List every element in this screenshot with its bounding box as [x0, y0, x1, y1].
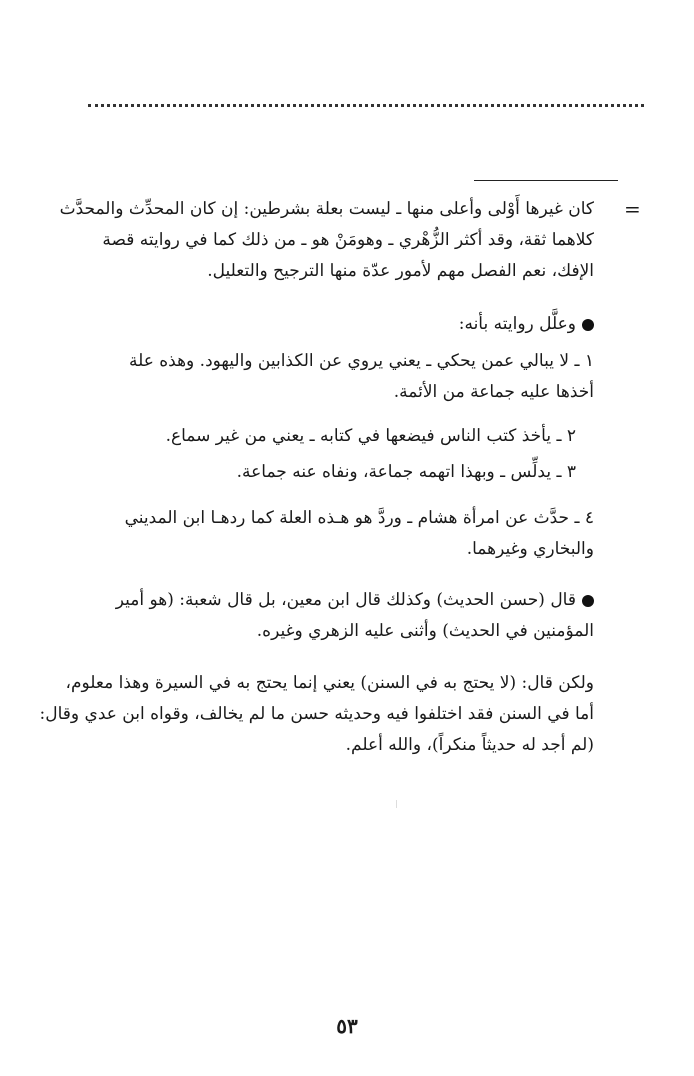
footnote-line: كان غيرها أَوْلى وأعلى منها ـ ليست بعلة بشرطين: إن كان المحدِّث والمحدَّث: [59, 199, 594, 219]
bullet-icon: [582, 319, 594, 331]
paragraph-line: (لم أجد له حديثاً منكراً)، والله أعلم.: [345, 735, 594, 755]
footnote-line: كلاهما ثقة، وقد أكثر الزُّهْري ـ وهومَنْ هو ـ من ذلك كما في روايته قصة: [102, 230, 594, 250]
closing-paragraph: [39, 668, 594, 761]
list-item-line: أخذها عليه جماعة من الأئمة.: [393, 382, 594, 402]
list-item: [88, 457, 594, 488]
page-number: ٥٣: [336, 1014, 358, 1038]
list-item-line: ١ ـ لا يبالي عمن يحكي ـ يعني يروي عن الكذابين واليهود. وهذه علة: [128, 351, 594, 371]
paragraph-line: أما في السنن فقد اختلفوا فيه وحديثه حسن ما لم يخالف، وقواه ابن عدي وقال:: [39, 704, 594, 724]
shuba-paragraph: [88, 585, 594, 647]
list-item-line: ٤ ـ حدَّث عن امرأة هشام ـ وردَّ هو هـذه العلة كما ردهـا ابن المديني: [124, 508, 594, 528]
footnote-continuation: [59, 194, 594, 287]
paragraph-line: المؤمنين في الحديث) وأثنى عليه الزهري وغيره.: [256, 621, 594, 641]
section-intro-text: وعلَّل روايته بأنه:: [458, 314, 576, 334]
scan-artifact: [396, 800, 397, 808]
footnote-continuation-marker: =: [624, 197, 641, 221]
dotted-separator: [88, 104, 644, 117]
footnote-rule: [474, 180, 618, 181]
list-item-line: ٣ ـ يدلِّس ـ وبهذا اتهمه جماعة، ونفاه عنه جماعة.: [236, 462, 576, 482]
list-item-line: والبخاري وغيرهما.: [466, 539, 594, 559]
section-intro: [88, 309, 594, 340]
list-item: [88, 346, 594, 408]
list-item: [88, 503, 594, 565]
list-item-line: ٢ ـ يأخذ كتب الناس فيضعها في كتابه ـ يعني من غير سماع.: [165, 426, 576, 446]
bullet-icon: [582, 595, 594, 607]
paragraph-line: قال (حسن الحديث) وكذلك قال ابن معين، بل قال شعبة: (هو أمير: [115, 590, 576, 610]
list-item: [88, 421, 594, 452]
footnote-line: الإفك، نعم الفصل مهم لأمور عدّة منها الترجيح والتعليل.: [207, 261, 594, 281]
paragraph-line: ولكن قال: (لا يحتج به في السنن) يعني إنما يحتج به في السيرة وهذا معلوم،: [65, 673, 594, 693]
